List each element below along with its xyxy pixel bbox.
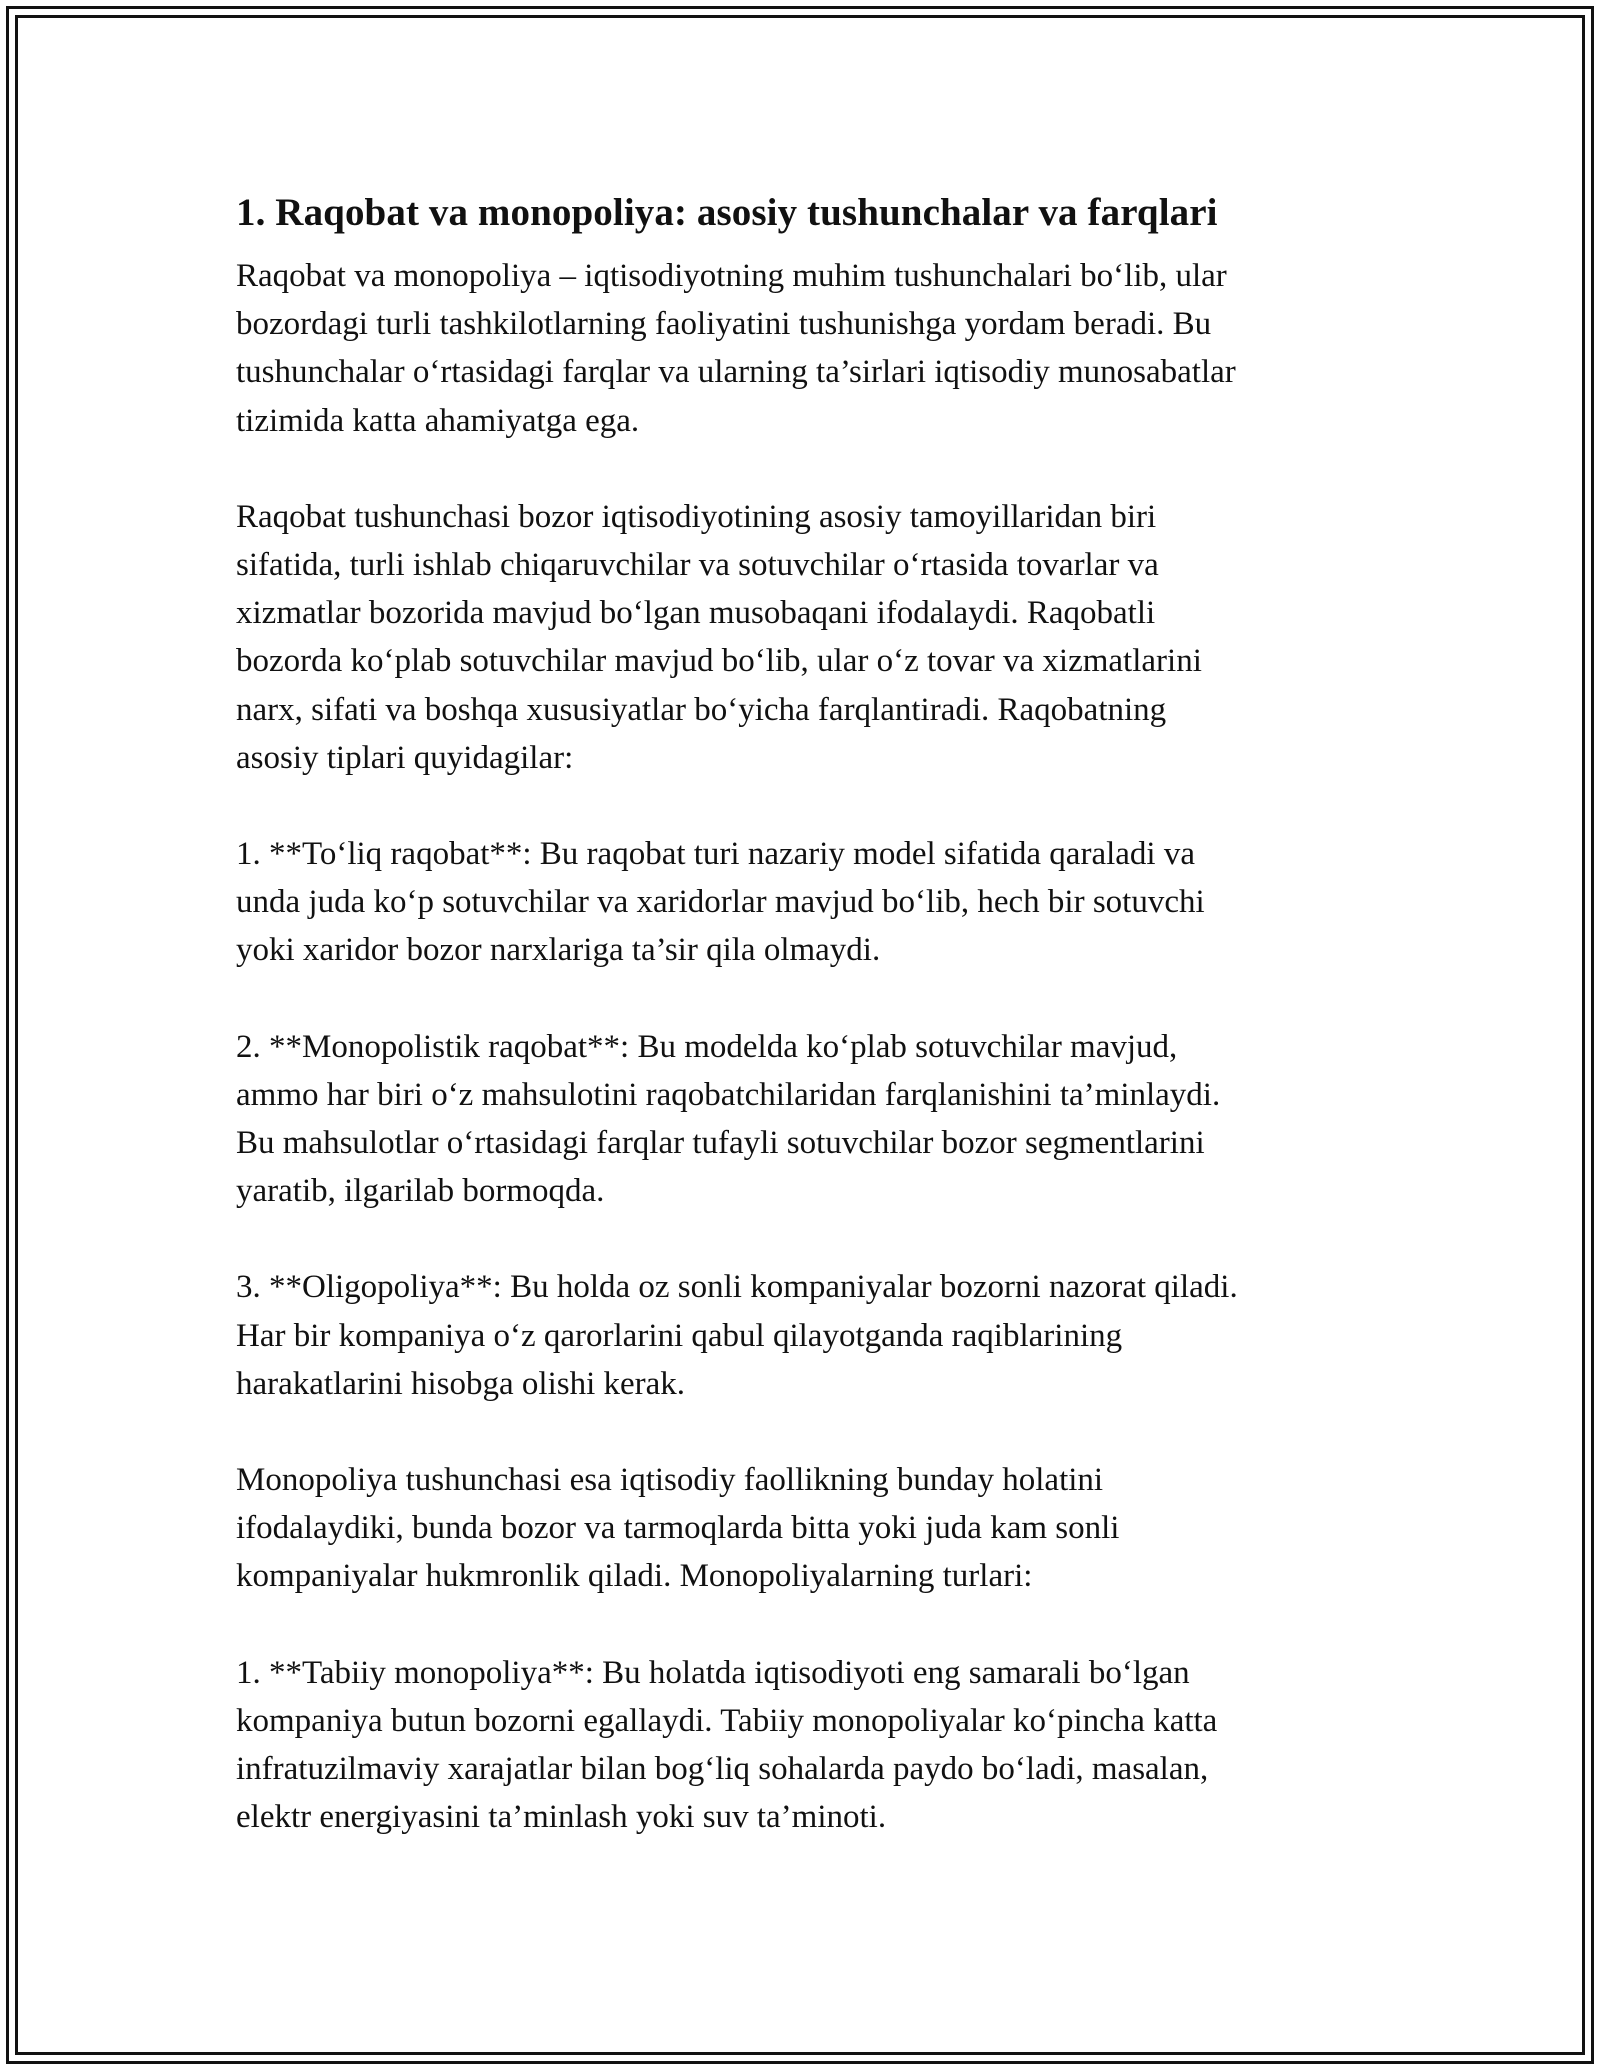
paragraph-oligopoly: 3. **Oligopoliya**: Bu holda oz sonli kompaniyalar bozorni nazorat qiladi. Har bir kompaniya o‘z qarorlarini qabul qilayotganda raqiblarining harakatlarini hisobga olishi kerak. [236, 1269, 1238, 1402]
paragraph-perfect-competition: 1. **To‘liq raqobat**: Bu raqobat turi nazariy model sifatida qaraladi va unda juda ko‘p sotuvchilar va xaridorlar mavjud bo‘lib, hech bir sotuvchi yoki xaridor bozor narxlariga ta’sir qila olmaydi. [236, 836, 1205, 969]
paragraph-monopoly-definition: Monopoliya tushunchasi esa iqtisodiy faollikning bunday holatini ifodalaydiki, bunda bozor va tarmoqlarda bitta yoki juda kam sonli kompaniyalar hukmronlik qiladi. Monopoliyalarning turlari: [236, 1462, 1120, 1595]
paragraph-list [236, 252, 1366, 1841]
paragraph-monopolistic-competition: 2. **Monopolistik raqobat**: Bu modelda ko‘plab sotuvchilar mavjud, ammo har biri o‘z mahsulotini raqobatchilaridan farqlanishini ta’minlaydi. Bu mahsulotlar o‘rtasidagi farqlar tufayli sotuvchilar bozor segmentlarini yaratib, ilgarilab bormoqda. [236, 1028, 1221, 1210]
document-title: 1. Raqobat va monopoliya: asosiy tushunchalar va farqlari [236, 191, 1218, 234]
document-body [236, 184, 1366, 1841]
paragraph-competition-definition: Raqobat tushunchasi bozor iqtisodiyotining asosiy tamoyillaridan biri sifatida, turli ishlab chiqaruvchilar va sotuvchilar o‘rtasida tovarlar va xizmatlar bozorida mavjud bo‘lgan musobaqani ifodalaydi. Raqobatli bozorda ko‘plab sotuvchilar mavjud bo‘lib, ular o‘z tovar va xizmatlarini narx, sifati va boshqa xususiyatlar bo‘yicha farqlantiradi. Raqobatning asosiy tiplari quyidagilar: [236, 498, 1202, 776]
paragraph-intro: Raqobat va monopoliya – iqtisodiyotning muhim tushunchalari bo‘lib, ular bozordagi turli tashkilotlarning faoliyatini tushunishga yordam beradi. Bu tushunchalar o‘rtasidagi farqlar va ularning ta’sirlari iqtisodiy munosabatlar tizimida katta ahamiyatga ega. [236, 258, 1236, 439]
paragraph-natural-monopoly: 1. **Tabiiy monopoliya**: Bu holatda iqtisodiyoti eng samarali bo‘lgan kompaniya butun bozorni egallaydi. Tabiiy monopoliyalar ko‘pincha katta infratuzilmaviy xarajatlar bilan bog‘liq sohalarda paydo bo‘ladi, masalan, elektr energiyasini ta’minlash yoki suv ta’minoti. [236, 1654, 1218, 1836]
